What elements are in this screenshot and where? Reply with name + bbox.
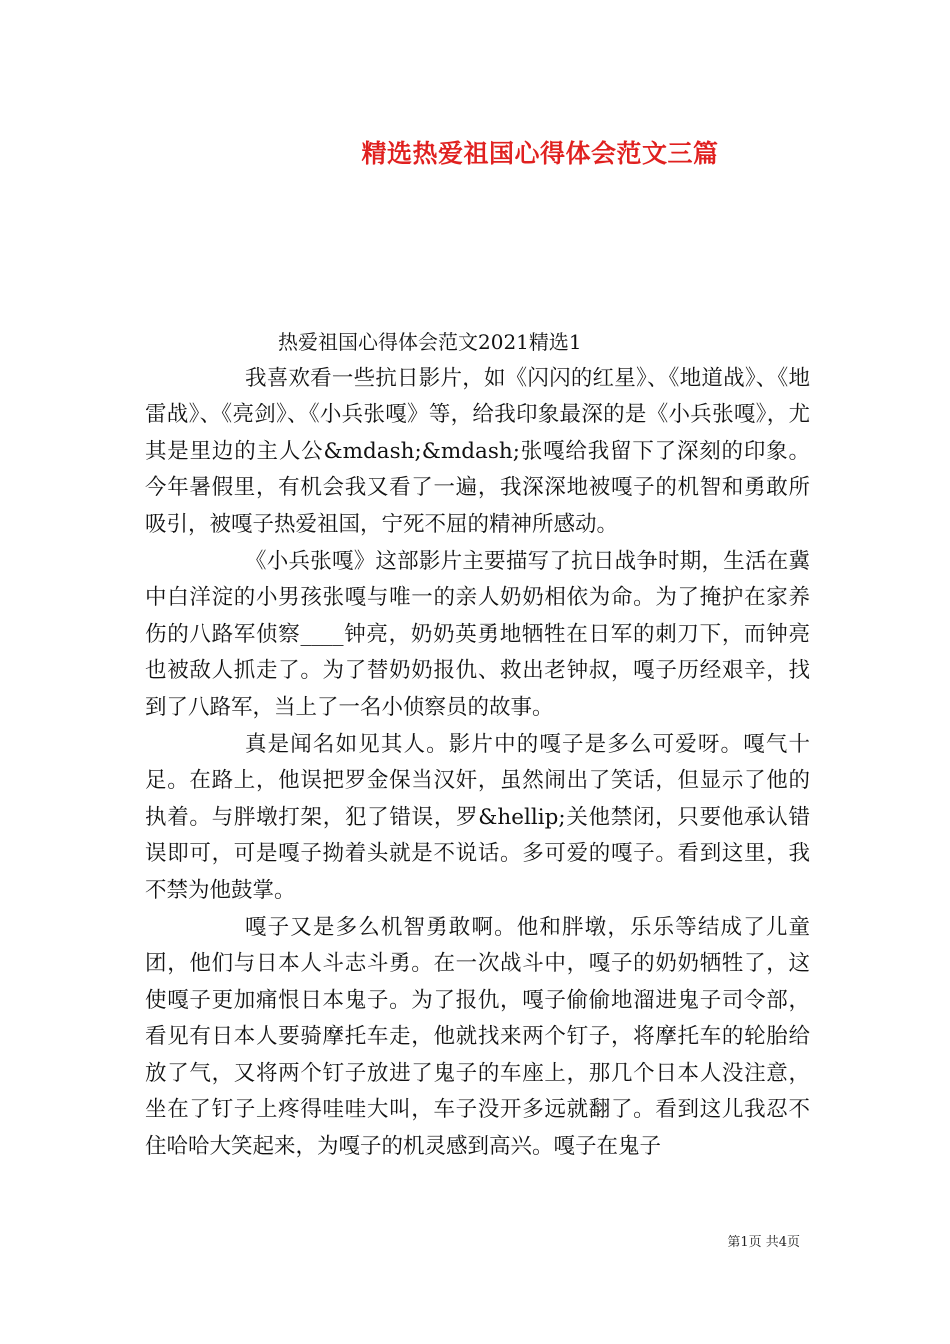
paragraph: 《小兵张嘎》这部影片主要描写了抗日战争时期，生活在冀中白洋淀的小男孩张嘎与唯一的亲人奶奶相依为命。为了掩护在家养伤的八路军侦察____钟亮，奶奶英勇地牺牲在日军的刺刀下，而钟亮也被敌人抓走了。为了替奶奶报仇、救出老钟叔，嘎子历经艰辛，找到了八路军，当上了一名小侦察员的故事。 — [145, 548, 810, 720]
paragraph: 嘎子又是多么机智勇敢啊。他和胖墩，乐乐等结成了儿童团，他们与日本人斗志斗勇。在一次战斗中，嘎子的奶奶牺牲了，这使嘎子更加痛恨日本鬼子。为了报仇，嘎子偷偷地溜进鬼子司令部，看见有日本人要骑摩托车走，他就找来两个钉子，将摩托车的轮胎给放了气，又将两个钉子放进了鬼子的车座上，那几个日本人没注意，坐在了钉子上疼得哇哇大叫，车子没开多远就翻了。看到这儿我忍不住哈哈大笑起来，为嘎子的机灵感到高兴。嘎子在鬼子 — [145, 914, 810, 1160]
paragraph: 我喜欢看一些抗日影片，如《闪闪的红星》、《地道战》、《地雷战》、《亮剑》、《小兵张嘎》等，给我印象最深的是《小兵张嘎》，尤其是里边的主人公&mdash;&mdash;张嘎给我留下了深刻的印象。今年暑假里，有机会我又看了一遍，我深深地被嘎子的机智和勇敢所吸引，被嘎子热爱祖国，宁死不屈的精神所感动。 — [145, 365, 810, 537]
page-footer: 第1页 共4页 — [727, 1235, 800, 1250]
paragraph: 真是闻名如见其人。影片中的嘎子是多么可爱呀。嘎气十足。在路上，他误把罗金保当汉奸，虽然闹出了笑话，但显示了他的执着。与胖墩打架，犯了错误，罗&hellip;关他禁闭，只要他承认错误即可，可是嘎子拗着头就是不说话。多可爱的嘎子。看到这里，我不禁为他鼓掌。 — [145, 731, 810, 903]
section-heading: 热爱祖国心得体会范文2021精选1 — [278, 330, 582, 354]
document-body — [145, 324, 810, 1166]
document-title: 精选热爱祖国心得体会范文三篇 — [361, 139, 719, 168]
